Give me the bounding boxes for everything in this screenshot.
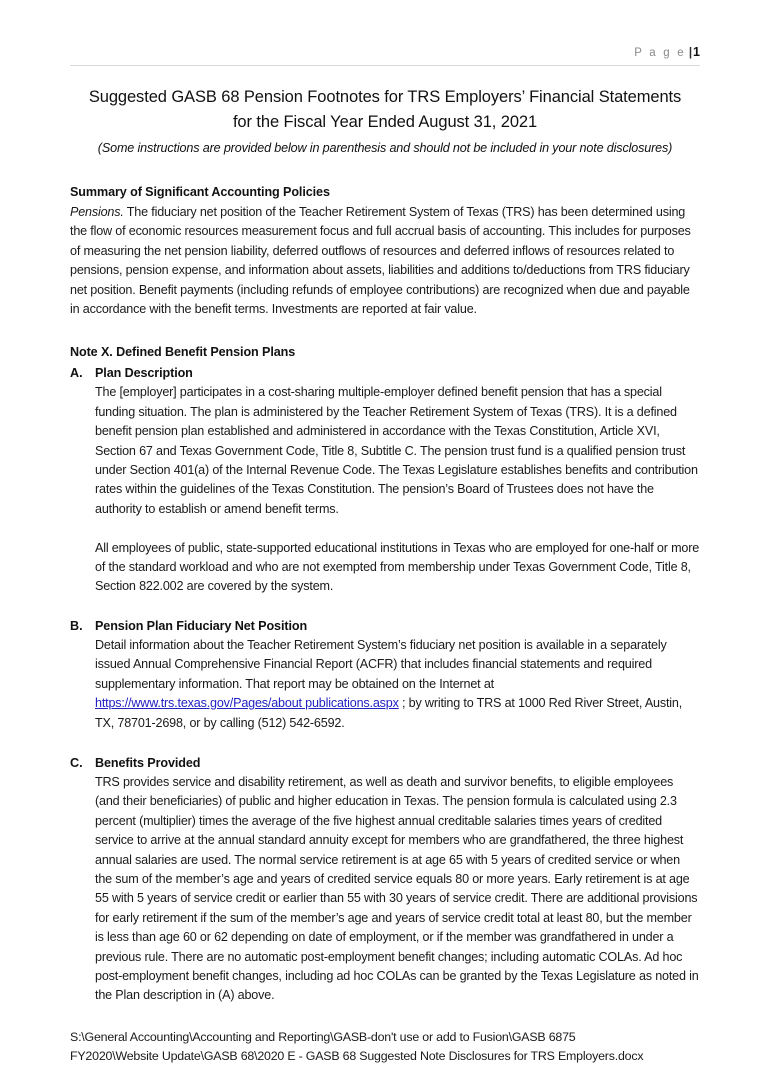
summary-paragraph [70,203,700,319]
document-subtitle: (Some instructions are provided below in parenthesis and should not be included in your note disclosures) [97,141,673,155]
note-section [70,343,700,1005]
page-label: P a g e [634,47,686,59]
summary-lead-italic: Pensions. [70,205,124,219]
summary-body-text: The fiduciary net position of the Teacher Retirement System of Texas (TRS) has been determined using the flow of economic resources measurement focus and full accrual basis of accounting. This includes for purposes of measuring the net pension liability, deferred outflows of resources and deferred inflows of resources related to pensions, pension expense, and information about assets, liabilities and additions to/deductions from TRS fiduciary net position. Benefit payments (including refunds of employee contributions) are recognized when due and payable in accordance with the benefit terms. Investments are reported at fair value. [70,205,691,317]
subsection-plan-description [70,364,700,596]
subsection-heading-c: Benefits Provided [95,755,201,770]
document-title-line1: Suggested GASB 68 Pension Footnotes for TRS Employers’ Financial Statements [88,88,682,106]
document-title-line2: for the Fiscal Year Ended August 31, 2021 [232,113,538,131]
footer-path-line2: FY2020\Website Update\GASB 68\2020 E - GASB 68 Suggested Note Disclosures for TRS Employers.docx [70,1049,644,1064]
running-header [70,0,700,60]
fnp-text-before-link: Detail information about the Teacher Retirement System’s fiduciary net position is available in a separately issued Annual Comprehensive Financial Report (ACFR) that includes financial statements and required supplementary information. That report may be obtained on the Internet at [95,637,667,691]
page-content [70,0,700,1067]
page-separator: | [688,47,693,59]
header-divider [70,65,700,66]
summary-section [70,183,700,319]
footer-path-line1: S:\General Accounting\Accounting and Reporting\GASB-don't use or add to Fusion\GASB 6875 [70,1029,576,1044]
summary-heading: Summary of Significant Accounting Policies [70,185,330,199]
page-number-indicator [634,47,700,59]
fnp-text-after-link: ; by writing to TRS at 1000 Red River Street, Austin, TX, 78701-2698, or by calling (512) 542-6592. [95,696,683,730]
acfr-report-link[interactable]: https://www.trs.texas.gov/Pages/about publications.aspx [95,696,399,711]
note-heading: Note X. Defined Benefit Pension Plans [70,345,296,360]
subsection-heading-a: Plan Description [95,366,193,381]
plan-description-paragraph-1: The [employer] participates in a cost-sharing multiple-employer defined benefit pension that has a special funding situation. The plan is administered by the Teacher Retirement System of Texas (TRS). It is a defined benefit pension plan established and administered in accordance with the Texas Constitution, Article XVI, Section 67 and Texas Government Code, Title 8, Subtitle C. The pension trust fund is a qualified pension trust under Section 401(a) of the Internal Revenue Code. The Texas Legislature establishes benefits and contribution rates within the guidelines of the Texas Constitution. The pension’s Board of Trustees does not have the authority to establish or amend benefit terms. [95,385,698,516]
plan-description-paragraph-2: All employees of public, state-supported educational institutions in Texas who are employed for one-half or more of the standard workload and who are not exempted from membership under Texas Government Code, Title 8, Section 822.002 are covered by the system. [95,540,700,594]
title-block [70,85,700,157]
benefits-provided-paragraph: TRS provides service and disability retirement, as well as death and survivor benefits, to eligible employees (and their beneficiaries) of public and higher education in Texas. The pension formula is calculated using 2.3 percent (multiplier) times the average of the five highest annual creditable salaries times years of credited service to arrive at the annual standard annuity except for members who are grandfathered, the three highest annual salaries are used. The normal service retirement is at age 65 with 5 years of credited service or when the sum of the member’s age and years of credited service equals 80 or more years. Early retirement is at age 55 with 5 years of service credit or earlier than 55 with 30 years of service credit. There are additional provisions for early retirement if the sum of the member’s age and years of service credit total at least 80, but the member is less than age 60 or 62 depending on date of employment, or if the member was grandfathered in under a previous rule. There are no automatic post-employment benefit changes; including automatic COLAs. Ad hoc post-employment benefit changes, including ad hoc COLAs can be granted by the Texas Legislature as noted in the Plan description in (A) above. [95,774,699,1003]
subsection-fiduciary-net-position [70,617,700,733]
subsection-marker-b: B. [70,618,83,633]
subsection-heading-b: Pension Plan Fiduciary Net Position [95,618,308,633]
fiduciary-net-position-paragraph [95,636,700,733]
subsection-marker-a: A. [70,366,83,381]
page-number: 1 [693,45,700,59]
footer-file-path [70,1028,700,1067]
subsection-benefits-provided [70,754,700,1006]
subsection-marker-c: C. [70,755,83,770]
